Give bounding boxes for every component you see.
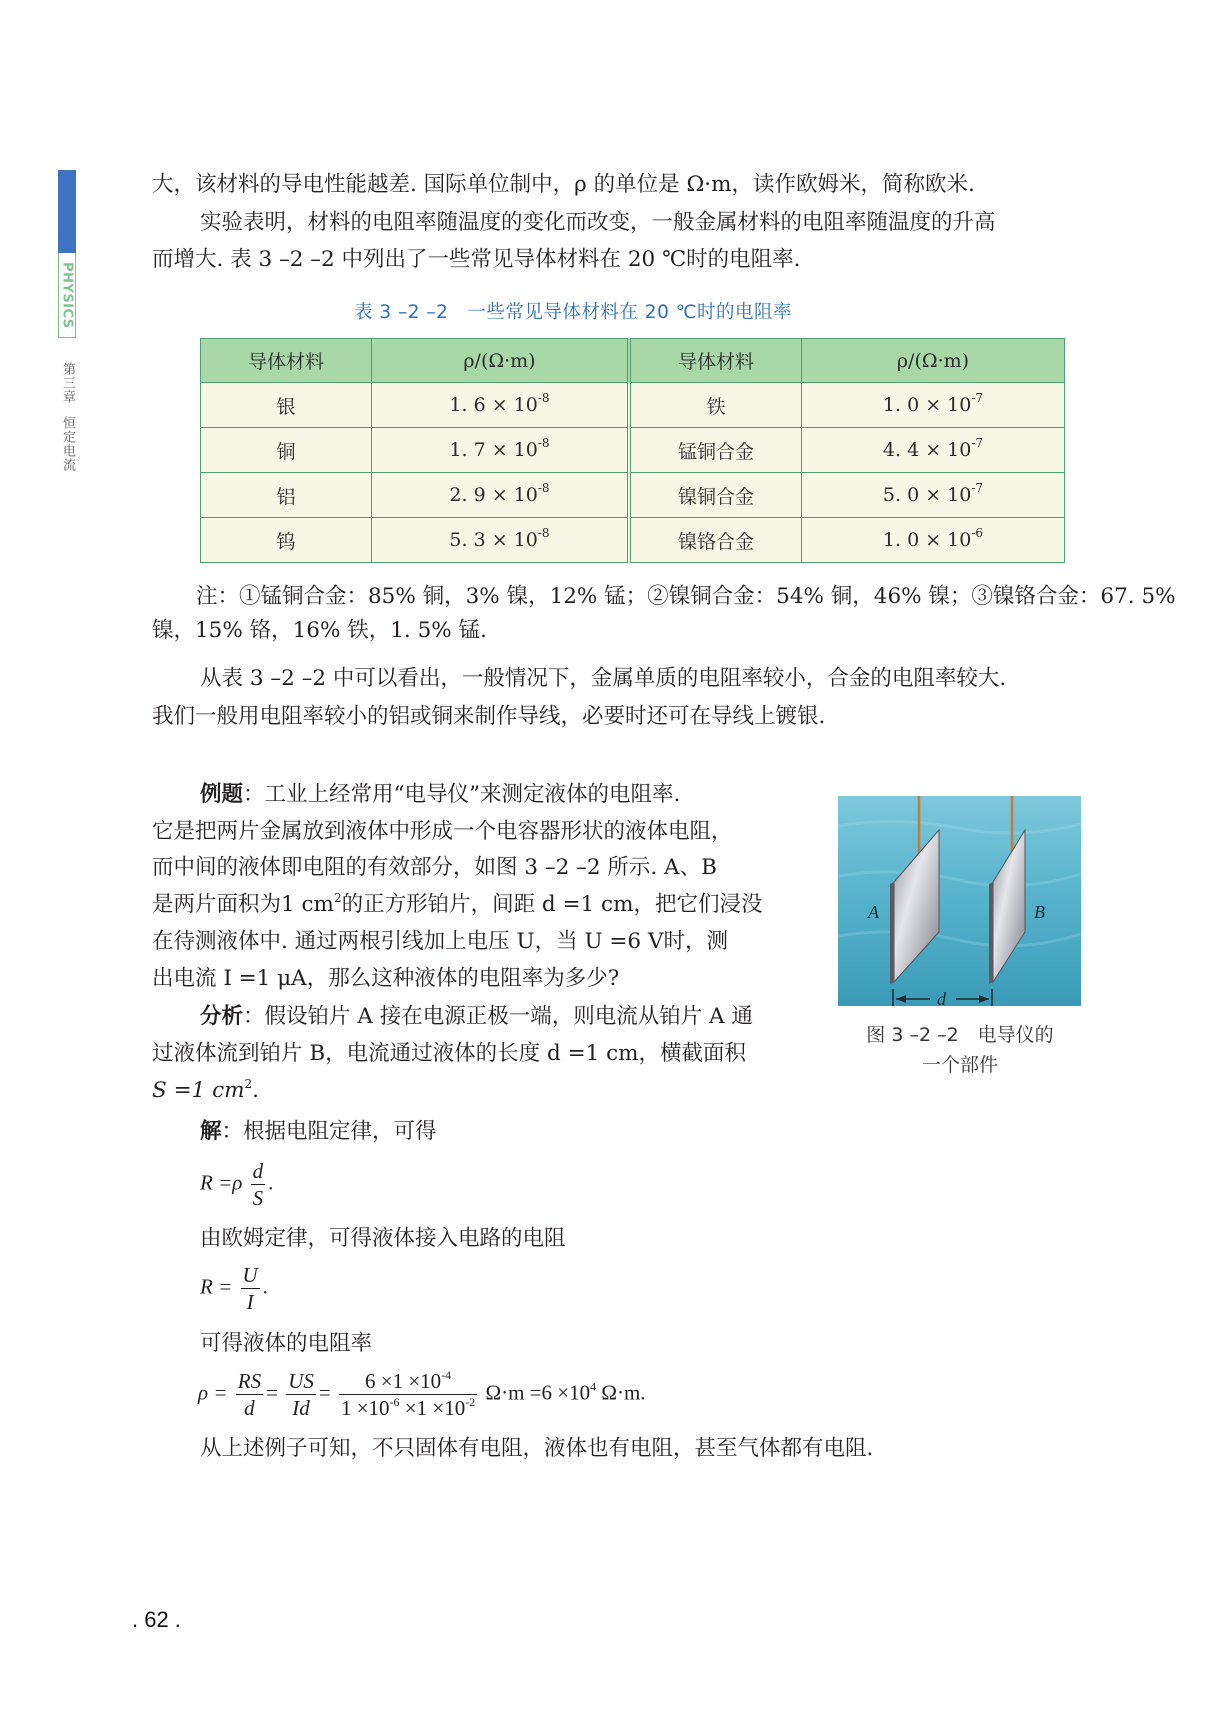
side-tab-color-bar: [58, 170, 76, 253]
analysis-line: 过液体流到铂片 B，电流通过液体的长度 d =1 cm，横截面积: [152, 1041, 747, 1066]
example-line: 是两片面积为1 $cm^2$的正方形铂片，间距 d =1 cm，把它们浸没: [152, 891, 763, 917]
example-line: 而中间的液体即电阻的有效部分，如图 3 –2 –2 所示. A、B: [152, 855, 717, 880]
material-cell: 银: [201, 383, 372, 428]
solution-label: 解: [200, 1119, 222, 1144]
formula-ohm-law: R = $\frac{U}{I}$ .: [200, 1263, 268, 1314]
header-material: 导体材料: [629, 339, 802, 383]
value-cell: 4. $4 \times 10^{-7}$: [802, 428, 1065, 473]
value-cell: 1. $6 \times 10^{-8}$: [372, 383, 630, 428]
table-row: [201, 518, 1065, 563]
table-note: 镍，15% 铬，16% 铁，1. 5% 锰.: [152, 618, 487, 643]
paragraph-line: 从表 3 –2 –2 中可以看出，一般情况下，金属单质的电阻率较小，合金的电阻率较大.: [200, 666, 1007, 691]
example-line: 例题：工业上经常用“电导仪”来测定液体的电阻率.: [200, 782, 681, 807]
table-row: [201, 473, 1065, 518]
value-cell: 1. $7 \times 10^{-8}$: [372, 428, 630, 473]
header-resistivity: ρ/(Ω·m): [372, 339, 630, 383]
example-line: 它是把两片金属放到液体中形成一个电容器形状的液体电阻，: [152, 819, 733, 844]
paragraph-line: 大，该材料的导电性能越差. 国际单位制中，ρ 的单位是 Ω·m，读作欧姆米，简称欧米.: [152, 172, 975, 197]
formula-resistivity: ρ = $\frac{RS}{d}$ = $\frac{US}{Id}$ = $\frac{6 \times 1 \times 10^{-4}}{1 \times 10^{-6} \times 1 \times 10^{-2}}$ $\Omega\cdot m =6 \times 10^4$ Ω·m.: [198, 1368, 646, 1420]
table-header-row: [201, 339, 1065, 383]
material-cell: 锰铜合金: [629, 428, 802, 473]
label-d: d: [937, 989, 946, 1006]
table-note: 注：①锰铜合金：85% 铜，3% 镍，12% 锰；②镍铜合金：54% 铜，46% 镍；③镍铬合金：67. 5%: [196, 584, 1176, 609]
material-cell: 镍铜合金: [629, 473, 802, 518]
material-cell: 镍铬合金: [629, 518, 802, 563]
value-cell: 1. $0 \times 10^{-6}$: [802, 518, 1065, 563]
solution-line: 解：根据电阻定律，可得: [200, 1119, 437, 1144]
example-label: 例题: [200, 782, 244, 807]
page-number: . 62 .: [132, 1607, 181, 1632]
side-tab-subject: [58, 253, 76, 338]
example-line: 在待测液体中. 通过两根引线加上电压 U，当 U =6 V时，测: [152, 929, 728, 954]
analysis-line: 分析：假设铂片 A 接在电源正极一端，则电流从铂片 A 通: [200, 1004, 753, 1029]
value-cell: 2. $9 \times 10^{-8}$: [372, 473, 630, 518]
material-cell: 铜: [201, 428, 372, 473]
paragraph-line: 我们一般用电阻率较小的铝或铜来制作导线，必要时还可在导线上镀银.: [152, 704, 826, 729]
material-cell: 铝: [201, 473, 372, 518]
formula-resistance-law: R =ρ $\frac{d}{S}$ .: [200, 1159, 274, 1210]
solution-line: 由欧姆定律，可得液体接入电路的电阻: [200, 1226, 566, 1251]
chapter-number: 第三章: [60, 362, 75, 404]
material-cell: 钨: [201, 518, 372, 563]
analysis-label: 分析: [200, 1004, 244, 1029]
example-line: 出电流 I =1 μA，那么这种液体的电阻率为多少?: [152, 966, 620, 991]
value-cell: 5. $0 \times 10^{-7}$: [802, 473, 1065, 518]
header-material: 导体材料: [201, 339, 372, 383]
analysis-line: S =1 $cm^2$.: [152, 1077, 260, 1103]
closing-paragraph: 从上述例子可知，不只固体有电阻，液体也有电阻，甚至气体都有电阻.: [200, 1436, 874, 1461]
figure-caption: 图 3 –2 –2 电导仪的 一个部件: [866, 1024, 1054, 1076]
value-cell: 1. $0 \times 10^{-7}$: [802, 383, 1065, 428]
table-row: [201, 428, 1065, 473]
material-cell: 铁: [629, 383, 802, 428]
label-b: B: [1034, 902, 1045, 922]
paragraph-line: 而增大. 表 3 –2 –2 中列出了一些常见导体材料在 20 ℃时的电阻率.: [152, 247, 801, 272]
solution-line: 可得液体的电阻率: [200, 1331, 373, 1356]
chapter-title: 恒定电流: [60, 416, 75, 472]
value-cell: 5. $3 \times 10^{-8}$: [372, 518, 630, 563]
conductivity-meter-figure: [838, 796, 1081, 1006]
side-tab-chapter: [58, 362, 76, 472]
label-a: A: [868, 902, 879, 922]
paragraph-line: 实验表明，材料的电阻率随温度的变化而改变，一般金属材料的电阻率随温度的升高: [200, 210, 996, 235]
table-caption: 表 3 –2 –2 一些常见导体材料在 20 ℃时的电阻率: [353, 302, 793, 323]
table-row: [201, 383, 1065, 428]
resistivity-table: [200, 338, 1065, 563]
header-resistivity: ρ/(Ω·m): [802, 339, 1065, 383]
subject-label: PHYSICS: [59, 261, 75, 329]
